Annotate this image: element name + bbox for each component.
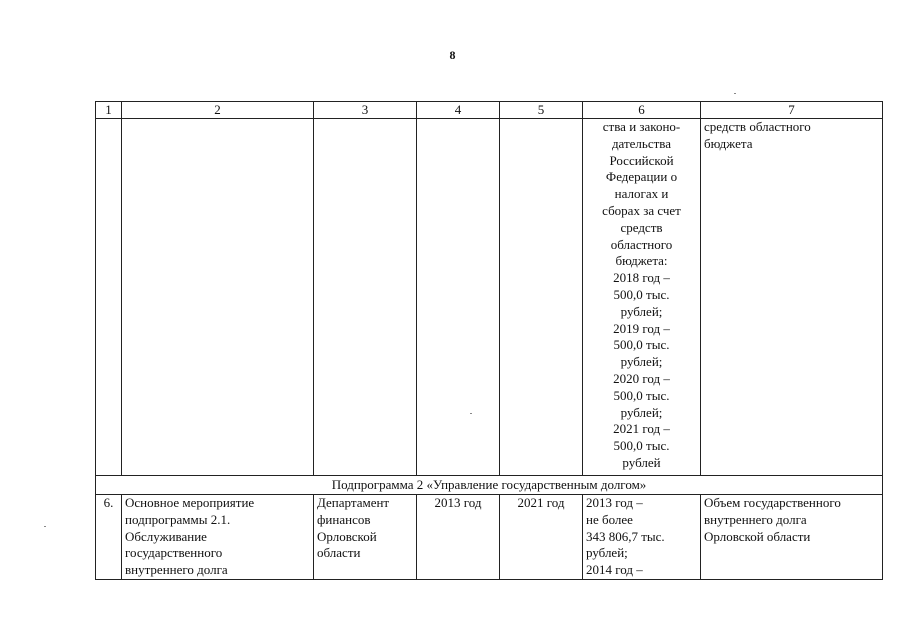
column-number-row <box>96 102 883 119</box>
text-line: рублей; <box>620 404 663 420</box>
page-number: 8 <box>449 48 456 62</box>
text-line: государственного <box>125 545 223 561</box>
text-line: Федерации о <box>605 169 678 185</box>
column-number-cell: 5 <box>500 102 583 119</box>
text-line: Департамент <box>317 495 390 510</box>
text-line: не более <box>586 511 633 527</box>
text-line: области <box>317 545 361 561</box>
text-line: внутреннего долга <box>125 562 228 578</box>
scan-speck <box>470 413 472 414</box>
text-line: 2021 год – <box>613 421 670 437</box>
text-line: финансов <box>317 511 371 527</box>
row-number: 6. <box>96 495 122 580</box>
text-line: бюджета: <box>615 253 668 269</box>
text-line: Обслуживание <box>125 528 207 544</box>
text-line: 500,0 тыс. <box>613 286 670 302</box>
text-line: 500,0 тыс. <box>613 438 670 454</box>
expected-result-cell <box>583 495 701 580</box>
text-line: Орловской <box>317 528 377 544</box>
text-line: областного <box>610 236 673 252</box>
measure-name-cell <box>122 495 314 580</box>
text-line: 500,0 тыс. <box>613 337 670 353</box>
empty-cell <box>122 119 314 476</box>
text-line: Российской <box>609 152 674 168</box>
empty-cell <box>500 119 583 476</box>
text-line: налогах и <box>614 186 669 202</box>
scan-speck <box>734 93 736 94</box>
text-line: Объем государственного <box>704 495 841 510</box>
text-line: 2019 год – <box>613 320 670 336</box>
column-number-cell: 3 <box>314 102 417 119</box>
text-line: 2020 год – <box>613 370 670 386</box>
text-line: 2013 год – <box>586 495 643 510</box>
scan-speck <box>44 526 46 527</box>
subprogram-row <box>96 476 883 495</box>
text-line: 2014 год – <box>586 562 643 578</box>
text-line: Орловской области <box>704 528 811 544</box>
expected-result-cell <box>583 119 701 476</box>
text-line: дательства <box>611 135 672 151</box>
text-line: рублей; <box>620 354 663 370</box>
column-number-cell: 6 <box>583 102 701 119</box>
text-line: 2018 год – <box>613 270 670 286</box>
text-line: рублей <box>622 454 661 470</box>
text-line: 500,0 тыс. <box>613 387 670 403</box>
text-line: ства и законо- <box>602 119 681 134</box>
column-number-cell: 2 <box>122 102 314 119</box>
text-line: подпрограммы 2.1. <box>125 511 231 527</box>
continuation-row <box>96 119 883 476</box>
text-line: Основное мероприятие <box>125 495 255 510</box>
text-line: сборах за счет <box>602 202 681 218</box>
executor-cell <box>314 495 417 580</box>
text-line: средств <box>620 219 663 235</box>
empty-cell <box>96 119 122 476</box>
column-number-cell: 1 <box>96 102 122 119</box>
start-year-cell: 2013 год <box>417 495 500 580</box>
text-line: рублей; <box>586 545 628 561</box>
empty-cell <box>417 119 500 476</box>
text-line: рублей; <box>620 303 663 319</box>
table-row <box>96 495 883 580</box>
empty-cell <box>314 119 417 476</box>
text-line: средств областного <box>704 119 811 134</box>
subprogram-title: Подпрограмма 2 «Управление государственным долгом» <box>96 476 883 495</box>
indicator-cell <box>701 119 883 476</box>
text-line: бюджета <box>704 135 753 151</box>
text-line: 343 806,7 тыс. <box>586 528 665 544</box>
end-year-cell: 2021 год <box>500 495 583 580</box>
text-line: внутреннего долга <box>704 511 807 527</box>
measures-table <box>95 101 883 580</box>
column-number-cell: 7 <box>701 102 883 119</box>
column-number-cell: 4 <box>417 102 500 119</box>
indicator-cell <box>701 495 883 580</box>
